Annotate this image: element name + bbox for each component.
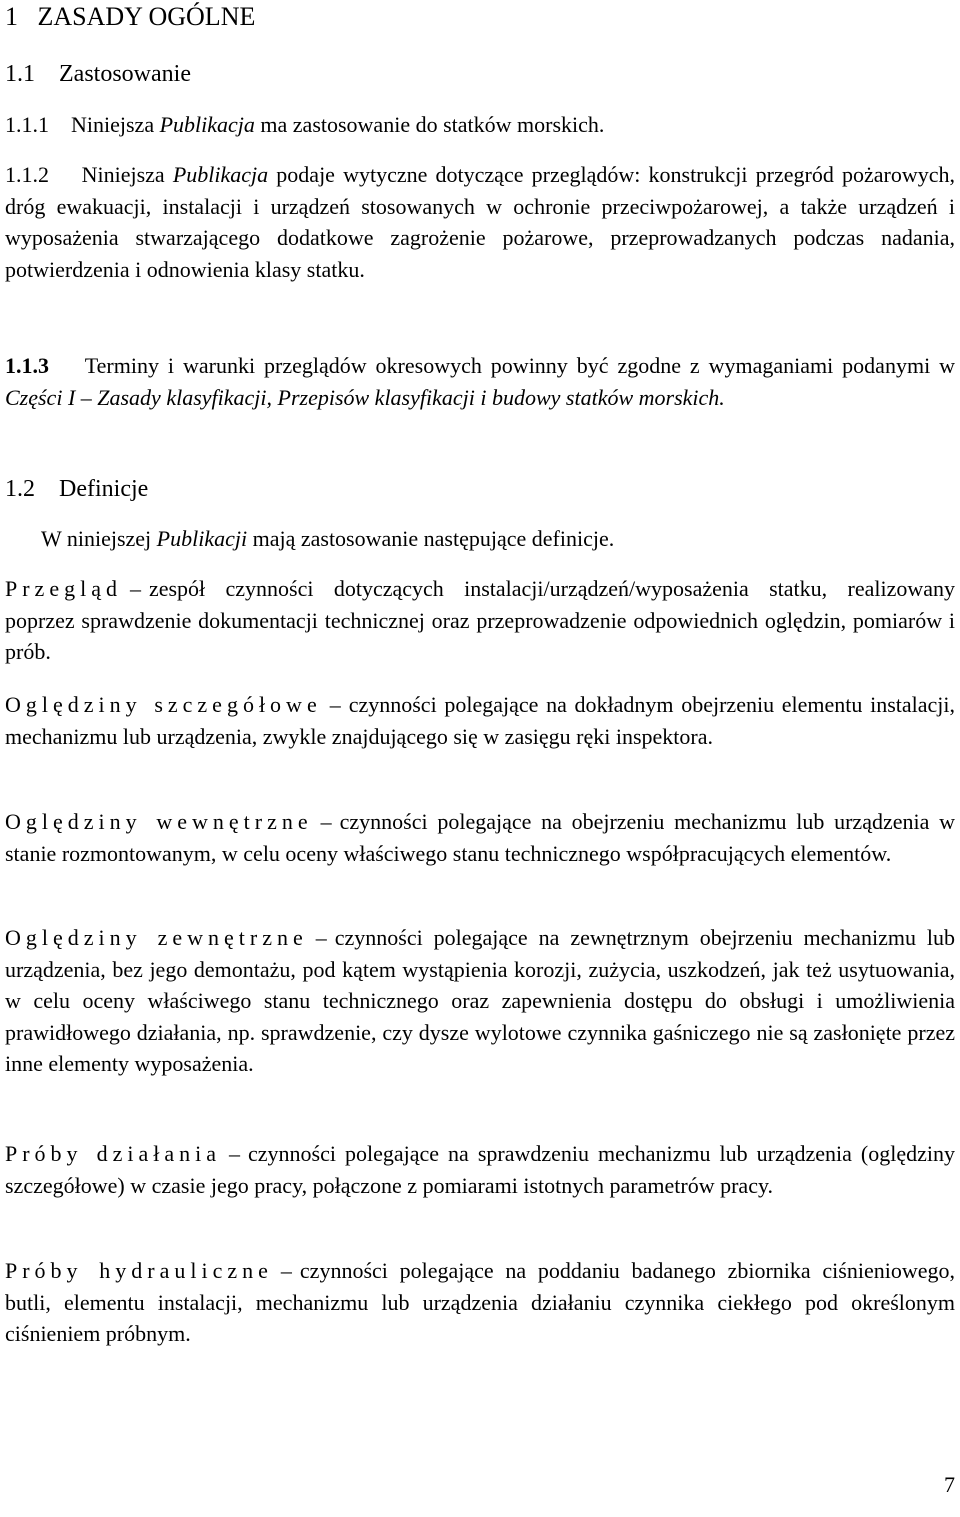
definition-dash: – xyxy=(329,692,341,717)
intro-text: mają zastosowanie następujące definicje. xyxy=(247,526,615,551)
definition-text: czynności polegające na dokładnym obejrzeniu elementu instalacji, mechanizmu lub urządzenia, zwykle znajdującego się w zasięgu ręki inspektora. xyxy=(5,692,955,749)
definition-proby-hydrauliczne xyxy=(5,1255,955,1350)
paragraph-1-1-2 xyxy=(5,159,955,285)
paragraph-text: Niniejsza xyxy=(81,162,173,187)
definition-dash: – xyxy=(320,809,332,834)
definition-ogledziny-wewnetrzne xyxy=(5,806,955,869)
section-title: Zastosowanie xyxy=(59,61,191,87)
paragraph-number: 1.1.3 xyxy=(5,353,49,378)
definition-text: zespół czynności dotyczących instalacji/urządzeń/wyposażenia statku, realizowany poprzez sprawdzenie dokumentacji technicznej oraz przeprowadzenie odpowiednich oględzin, pomiarów i prób. xyxy=(5,576,955,664)
rules-reference: Części I – Zasady klasyfikacji, Przepisów klasyfikacji i budowy statków morskich. xyxy=(5,384,725,410)
paragraph-1-1-1 xyxy=(5,109,604,141)
definition-term: Oględziny zewnętrzne xyxy=(5,925,308,950)
section-heading-1-2 xyxy=(5,473,148,505)
definition-ogledziny-szczegolowe xyxy=(5,689,955,752)
section-heading-1-1 xyxy=(5,58,191,90)
definition-dash: – xyxy=(228,1141,240,1166)
definition-dash: – xyxy=(315,925,327,950)
definition-dash: – xyxy=(129,576,141,601)
definitions-intro xyxy=(41,523,614,555)
definition-text: czynności polegające na poddaniu badanego zbiornika ciśnieniowego, butli, elementu instalacji, mechanizmu lub urządzenia działaniu czynnika ciekłego pod określonym ciśnieniem próbnym. xyxy=(5,1258,955,1346)
chapter-heading xyxy=(5,0,255,34)
paragraph-text: ma zastosowanie do statków morskich. xyxy=(254,112,605,137)
paragraph-text: Terminy i warunki przeglądów okresowych powinny być zgodne z wymaganiami podanymi w xyxy=(84,353,956,378)
page-number: 7 xyxy=(944,1472,955,1497)
publication-ref: Publikacja xyxy=(172,162,269,187)
paragraph-number: 1.1.2 xyxy=(5,162,49,187)
paragraph-text: Niniejsza xyxy=(71,112,160,137)
section-number: 1.1 xyxy=(5,61,35,87)
definition-term: Oględziny wewnętrzne xyxy=(5,809,313,834)
paragraph-number: 1.1.1 xyxy=(5,112,49,137)
chapter-number: 1 xyxy=(5,2,18,31)
chapter-title: ZASADY OGÓLNE xyxy=(37,2,256,31)
definition-term: Próby działania xyxy=(5,1141,221,1166)
definition-proby-dzialania xyxy=(5,1138,955,1201)
definition-przeglad xyxy=(5,573,955,668)
section-number: 1.2 xyxy=(5,476,35,502)
section-title: Definicje xyxy=(59,476,149,502)
intro-text: W niniejszej xyxy=(41,526,157,551)
definition-term: Oględziny szczegółowe xyxy=(5,692,322,717)
definition-term: Próby hydrauliczne xyxy=(5,1258,273,1283)
paragraph-text: podaje wytyczne dotyczące przeglądów: konstrukcji przegród pożarowych, dróg ewakuacji, instalacji i urządzeń stosowanych w ochronie przeciwpożarowej, a także urządzeń i wyposażenia stwarzającego dodatkowe zagrożenie pożarowe, przeprowadzanych podczas nadania, potwierdzenia i odnowienia klasy statku. xyxy=(5,162,955,282)
publication-ref: Publikacja xyxy=(159,112,255,137)
publication-ref: Publikacji xyxy=(156,526,248,551)
definition-text: czynności polegające na zewnętrznym obejrzeniu mechanizmu lub urządzenia, bez jego demontażu, pod kątem wystąpienia korozji, zużycia, uszkodzeń, jak też usytuowania, w celu oceny właściwego stanu technicznego oraz zapewnienia dostępu do obsługi i umożliwienia prawidłowego działania, np. sprawdzenie, czy dysze wylotowe czynnika gaśniczego nie są zasłonięte przez inne elementy wyposażenia. xyxy=(5,925,955,1076)
definition-term: Przegląd xyxy=(5,576,122,601)
definition-ogledziny-zewnetrzne xyxy=(5,922,955,1080)
definition-dash: – xyxy=(280,1258,292,1283)
definition-text: czynności polegające na obejrzeniu mechanizmu lub urządzenia w stanie rozmontowanym, w celu oceny właściwego stanu technicznego współpracujących elementów. xyxy=(5,809,955,866)
definition-text: czynności polegające na sprawdzeniu mechanizmu lub urządzenia (oględziny szczegółowe) w czasie jego pracy, połączone z pomiarami istotnych parametrów pracy. xyxy=(5,1141,955,1198)
paragraph-1-1-3 xyxy=(5,350,955,413)
